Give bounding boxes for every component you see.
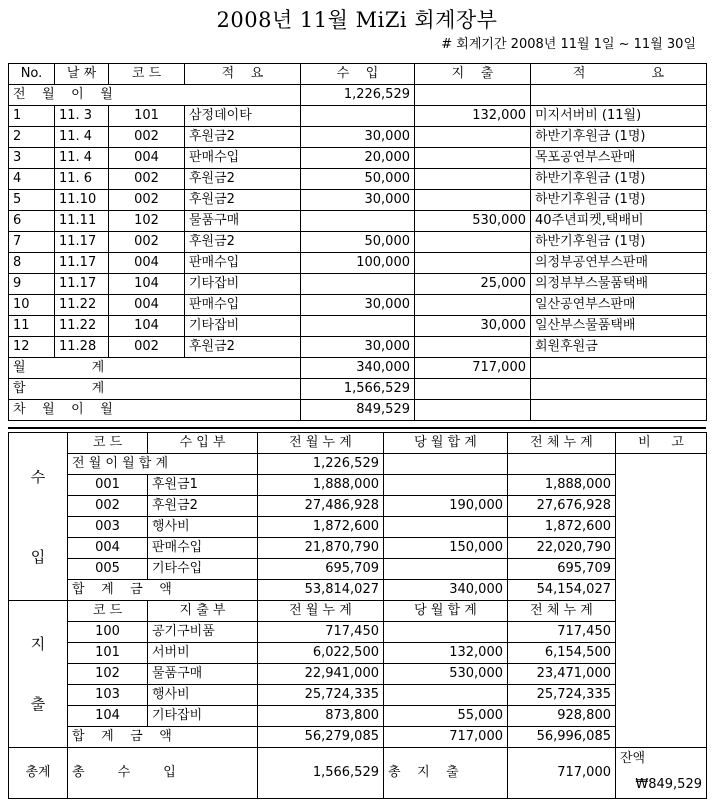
income-row — [9, 559, 707, 580]
empty-cell — [531, 379, 707, 400]
row-expense — [415, 337, 531, 358]
ledger-table — [8, 63, 707, 421]
empty-cell — [384, 454, 508, 475]
income-month: 190,000 — [384, 496, 508, 517]
row-income: 50,000 — [301, 169, 415, 190]
spacer — [13, 664, 63, 684]
income-code: 001 — [68, 475, 148, 496]
income-month — [384, 517, 508, 538]
note-cell — [616, 454, 707, 748]
row-desc: 물품구매 — [185, 211, 301, 232]
row-income: 20,000 — [301, 148, 415, 169]
income-row — [9, 496, 707, 517]
row-expense — [415, 127, 531, 148]
income-code: 002 — [68, 496, 148, 517]
row-no: 6 — [9, 211, 55, 232]
final-income-label: 총 수 입 — [68, 748, 258, 799]
month-total-income: 340,000 — [301, 358, 415, 379]
income-sum-prev: 53,814,027 — [258, 580, 384, 601]
row-memo: 하반기후원금 (1명) — [531, 232, 707, 253]
income-name: 기타수입 — [148, 559, 258, 580]
expense-header-total: 전 체 누 계 — [508, 601, 616, 622]
ledger-row — [9, 190, 707, 211]
expense-month: 132,000 — [384, 643, 508, 664]
row-desc: 기타잡비 — [185, 274, 301, 295]
row-expense — [415, 295, 531, 316]
expense-month: 530,000 — [384, 664, 508, 685]
row-no: 1 — [9, 106, 55, 127]
income-code: 004 — [68, 538, 148, 559]
ledger-row — [9, 211, 707, 232]
balance-label: 잔액 — [620, 751, 646, 766]
income-header-month: 당 월 합 계 — [384, 433, 508, 454]
income-header-prev: 전 월 누 계 — [258, 433, 384, 454]
header-date: 날 짜 — [55, 64, 109, 85]
row-code: 102 — [109, 211, 185, 232]
row-income: 30,000 — [301, 337, 415, 358]
expense-sum-month: 717,000 — [384, 727, 508, 748]
expense-row — [9, 664, 707, 685]
month-total-row — [9, 358, 707, 379]
ledger-row — [9, 148, 707, 169]
row-date: 11. 3 — [55, 106, 109, 127]
income-carry-prev: 1,226,529 — [258, 454, 384, 475]
row-no: 7 — [9, 232, 55, 253]
income-sum-label: 합 계 금 액 — [68, 580, 258, 601]
expense-total: 928,800 — [508, 706, 616, 727]
income-total: 27,676,928 — [508, 496, 616, 517]
row-memo: 목포공연부스판매 — [531, 148, 707, 169]
row-code: 004 — [109, 148, 185, 169]
row-code: 104 — [109, 274, 185, 295]
expense-header-code: 코 드 — [68, 601, 148, 622]
expense-total: 25,724,335 — [508, 685, 616, 706]
expense-label-bottom: 출 — [30, 695, 46, 713]
income-header-note: 비 고 — [616, 433, 707, 454]
row-desc: 후원금2 — [185, 190, 301, 211]
ledger-row — [9, 232, 707, 253]
carry-in-amount: 1,226,529 — [301, 85, 415, 106]
row-date: 11. 4 — [55, 148, 109, 169]
income-name: 후원금1 — [148, 475, 258, 496]
income-month — [384, 475, 508, 496]
row-date: 11. 4 — [55, 127, 109, 148]
expense-header-prev: 전 월 누 계 — [258, 601, 384, 622]
expense-month — [384, 622, 508, 643]
header-code: 코 드 — [109, 64, 185, 85]
grand-total-income: 1,566,529 — [301, 379, 415, 400]
income-total: 1,872,600 — [508, 517, 616, 538]
row-code: 004 — [109, 295, 185, 316]
row-date: 11.10 — [55, 190, 109, 211]
row-date: 11.22 — [55, 295, 109, 316]
row-income: 30,000 — [301, 190, 415, 211]
row-memo: 의정부공연부스판매 — [531, 253, 707, 274]
final-total-row — [9, 748, 707, 799]
expense-section-label — [9, 601, 68, 748]
row-code: 101 — [109, 106, 185, 127]
row-expense: 30,000 — [415, 316, 531, 337]
carry-out-label: 차 월 이 월 — [9, 400, 301, 421]
row-code: 002 — [109, 127, 185, 148]
income-header-total: 전 체 누 계 — [508, 433, 616, 454]
income-total: 695,709 — [508, 559, 616, 580]
expense-sum-row — [9, 727, 707, 748]
expense-name: 서버비 — [148, 643, 258, 664]
row-expense — [415, 148, 531, 169]
expense-total: 717,450 — [508, 622, 616, 643]
empty-cell — [508, 454, 616, 475]
row-code: 104 — [109, 316, 185, 337]
income-prev: 21,870,790 — [258, 538, 384, 559]
header-income: 수 입 — [301, 64, 415, 85]
row-income — [301, 274, 415, 295]
expense-sum-total: 56,996,085 — [508, 727, 616, 748]
income-carry-row — [9, 454, 707, 475]
header-memo: 적 요 — [531, 64, 707, 85]
expense-month: 55,000 — [384, 706, 508, 727]
row-memo: 일산부스물품택배 — [531, 316, 707, 337]
row-no: 4 — [9, 169, 55, 190]
row-income — [301, 106, 415, 127]
row-memo: 미지서버비 (11월) — [531, 106, 707, 127]
expense-row — [9, 643, 707, 664]
row-memo: 하반기후원금 (1명) — [531, 190, 707, 211]
expense-prev: 6,022,500 — [258, 643, 384, 664]
ledger-row — [9, 295, 707, 316]
row-no: 10 — [9, 295, 55, 316]
page-title: 2008년 11월 MiZi 회계장부 — [216, 8, 498, 32]
row-date: 11.11 — [55, 211, 109, 232]
income-carry-label: 전 월 이 월 합 계 — [68, 454, 258, 475]
expense-code: 100 — [68, 622, 148, 643]
expense-header-name: 지 출 부 — [148, 601, 258, 622]
row-date: 11.17 — [55, 253, 109, 274]
row-expense — [415, 253, 531, 274]
ledger-row — [9, 169, 707, 190]
row-expense — [415, 190, 531, 211]
row-date: 11.22 — [55, 316, 109, 337]
row-expense: 530,000 — [415, 211, 531, 232]
header-expense: 지 출 — [415, 64, 531, 85]
row-desc: 판매수입 — [185, 295, 301, 316]
expense-code: 103 — [68, 685, 148, 706]
row-desc: 후원금2 — [185, 127, 301, 148]
income-sum-total: 54,154,027 — [508, 580, 616, 601]
empty-cell — [531, 358, 707, 379]
header-no: No. — [9, 64, 55, 85]
row-desc: 후원금2 — [185, 337, 301, 358]
row-income: 30,000 — [301, 127, 415, 148]
month-total-expense: 717,000 — [415, 358, 531, 379]
row-code: 002 — [109, 190, 185, 211]
income-label-bottom: 입 — [30, 547, 46, 566]
balance-amount: ₩849,529 — [635, 777, 702, 792]
row-memo: 회원후원금 — [531, 337, 707, 358]
income-header-name: 수 입 부 — [148, 433, 258, 454]
row-desc: 후원금2 — [185, 169, 301, 190]
ledger-header-row — [9, 64, 707, 85]
income-code: 005 — [68, 559, 148, 580]
row-no: 2 — [9, 127, 55, 148]
income-month: 150,000 — [384, 538, 508, 559]
final-expense-label: 총 지 출 — [384, 748, 508, 799]
expense-month — [384, 685, 508, 706]
grand-total-row — [9, 379, 707, 400]
empty-cell — [415, 400, 531, 421]
month-total-label: 월 계 — [9, 358, 301, 379]
income-label-top: 수 — [30, 467, 46, 486]
income-row — [9, 517, 707, 538]
expense-row — [9, 622, 707, 643]
ledger-row — [9, 253, 707, 274]
income-name: 후원금2 — [148, 496, 258, 517]
income-name: 판매수입 — [148, 538, 258, 559]
expense-name: 공기구비품 — [148, 622, 258, 643]
income-prev: 27,486,928 — [258, 496, 384, 517]
row-desc: 삼정데이타 — [185, 106, 301, 127]
carry-in-label: 전 월 이 월 — [9, 85, 301, 106]
row-date: 11.17 — [55, 274, 109, 295]
income-prev: 695,709 — [258, 559, 384, 580]
expense-prev: 25,724,335 — [258, 685, 384, 706]
expense-name: 물품구매 — [148, 664, 258, 685]
row-income: 30,000 — [301, 295, 415, 316]
income-row — [9, 475, 707, 496]
row-memo: 일산공연부스판매 — [531, 295, 707, 316]
income-prev: 1,888,000 — [258, 475, 384, 496]
row-desc: 기타잡비 — [185, 316, 301, 337]
expense-name: 기타잡비 — [148, 706, 258, 727]
row-code: 002 — [109, 232, 185, 253]
expense-prev: 22,941,000 — [258, 664, 384, 685]
row-desc: 판매수입 — [185, 253, 301, 274]
expense-total: 6,154,500 — [508, 643, 616, 664]
ledger-row — [9, 106, 707, 127]
row-income — [301, 316, 415, 337]
row-code: 004 — [109, 253, 185, 274]
row-desc: 판매수입 — [185, 148, 301, 169]
expense-row — [9, 685, 707, 706]
expense-row — [9, 706, 707, 727]
header-desc: 적 요 — [185, 64, 301, 85]
row-memo: 40주년피켓,택배비 — [531, 211, 707, 232]
final-income: 1,566,529 — [258, 748, 384, 799]
expense-prev: 873,800 — [258, 706, 384, 727]
ledger-row — [9, 274, 707, 295]
row-expense — [415, 169, 531, 190]
row-memo: 하반기후원금 (1명) — [531, 169, 707, 190]
row-expense: 132,000 — [415, 106, 531, 127]
carry-in-row — [9, 85, 707, 106]
carry-out-row — [9, 400, 707, 421]
income-name: 행사비 — [148, 517, 258, 538]
income-header-row — [9, 433, 707, 454]
income-total: 1,888,000 — [508, 475, 616, 496]
final-label: 총계 — [9, 748, 68, 799]
summary-table — [8, 432, 707, 799]
income-sum-month: 340,000 — [384, 580, 508, 601]
empty-cell — [531, 400, 707, 421]
row-income: 50,000 — [301, 232, 415, 253]
row-code: 002 — [109, 169, 185, 190]
expense-header-row — [9, 601, 707, 622]
row-memo: 하반기후원금 (1명) — [531, 127, 707, 148]
expense-header-month: 당 월 합 계 — [384, 601, 508, 622]
row-income: 100,000 — [301, 253, 415, 274]
ledger-row — [9, 316, 707, 337]
expense-code: 102 — [68, 664, 148, 685]
income-month — [384, 559, 508, 580]
income-code: 003 — [68, 517, 148, 538]
row-expense: 25,000 — [415, 274, 531, 295]
income-prev: 1,872,600 — [258, 517, 384, 538]
row-date: 11. 6 — [55, 169, 109, 190]
expense-code: 104 — [68, 706, 148, 727]
carry-out-amount: 849,529 — [301, 400, 415, 421]
empty-cell — [415, 379, 531, 400]
row-desc: 후원금2 — [185, 232, 301, 253]
income-section-label — [9, 433, 68, 601]
expense-total: 23,471,000 — [508, 664, 616, 685]
row-expense — [415, 232, 531, 253]
expense-sum-label: 합 계 금 액 — [68, 727, 258, 748]
accounting-period: # 회계기간 2008년 11월 1일 ~ 11월 30일 — [441, 37, 696, 52]
expense-sum-prev: 56,279,085 — [258, 727, 384, 748]
income-total: 22,020,790 — [508, 538, 616, 559]
income-header-code: 코 드 — [68, 433, 148, 454]
row-date: 11.17 — [55, 232, 109, 253]
row-no: 11 — [9, 316, 55, 337]
ledger-row — [9, 337, 707, 358]
expense-code: 101 — [68, 643, 148, 664]
spacer — [13, 497, 63, 537]
income-sum-row — [9, 580, 707, 601]
row-code: 002 — [109, 337, 185, 358]
grand-total-label: 합 계 — [9, 379, 301, 400]
expense-name: 행사비 — [148, 685, 258, 706]
row-no: 9 — [9, 274, 55, 295]
row-memo: 의정부부스물품택배 — [531, 274, 707, 295]
row-no: 12 — [9, 337, 55, 358]
row-no: 8 — [9, 253, 55, 274]
final-expense: 717,000 — [508, 748, 616, 799]
row-no: 5 — [9, 190, 55, 211]
row-date: 11.28 — [55, 337, 109, 358]
row-income — [301, 211, 415, 232]
income-row — [9, 538, 707, 559]
row-no: 3 — [9, 148, 55, 169]
ledger-row — [9, 127, 707, 148]
final-balance-cell — [616, 748, 707, 799]
expense-prev: 717,450 — [258, 622, 384, 643]
expense-label-top: 지 — [30, 635, 46, 653]
